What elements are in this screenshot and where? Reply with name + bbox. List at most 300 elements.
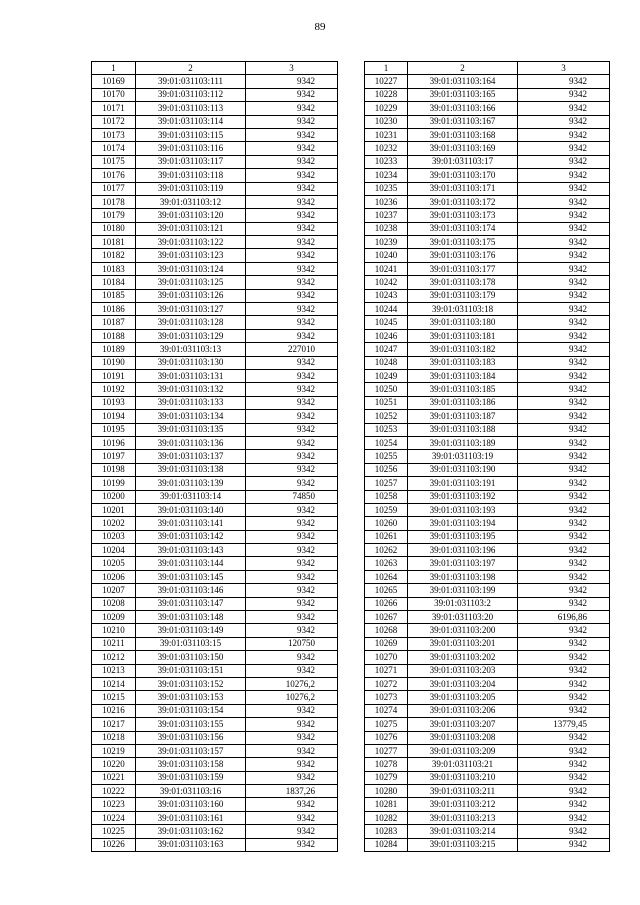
cadastral-number-cell: 39:01:031103:20	[408, 611, 518, 624]
table-row	[365, 677, 610, 690]
cadastral-number-cell: 39:01:031103:215	[408, 838, 518, 851]
table-row	[92, 222, 338, 235]
value-cell: 9342	[246, 423, 338, 436]
value-cell: 9342	[246, 463, 338, 476]
table-row	[365, 75, 610, 88]
column-header-1: 1	[365, 62, 408, 75]
table-row	[365, 343, 610, 356]
table-row	[92, 691, 338, 704]
table-row	[365, 704, 610, 717]
value-cell: 9342	[518, 503, 610, 516]
cadastral-number-cell: 39:01:031103:207	[408, 718, 518, 731]
value-cell: 9342	[518, 570, 610, 583]
row-number-cell: 10208	[92, 597, 136, 610]
value-cell: 9342	[246, 436, 338, 449]
cadastral-number-cell: 39:01:031103:2	[408, 597, 518, 610]
table-row	[365, 758, 610, 771]
row-number-cell: 10224	[92, 811, 136, 824]
value-cell: 9342	[518, 463, 610, 476]
table-row	[92, 624, 338, 637]
value-cell: 9342	[518, 262, 610, 275]
cadastral-number-cell: 39:01:031103:111	[136, 75, 246, 88]
value-cell: 9342	[518, 557, 610, 570]
table-row	[365, 570, 610, 583]
table-row	[365, 329, 610, 342]
row-number-cell: 10216	[92, 704, 136, 717]
table-row	[92, 276, 338, 289]
cadastral-number-cell: 39:01:031103:156	[136, 731, 246, 744]
cadastral-number-cell: 39:01:031103:138	[136, 463, 246, 476]
cadastral-number-cell: 39:01:031103:124	[136, 262, 246, 275]
column-header-2: 2	[136, 62, 246, 75]
row-number-cell: 10171	[92, 102, 136, 115]
row-number-cell: 10176	[92, 169, 136, 182]
cadastral-number-cell: 39:01:031103:15	[136, 637, 246, 650]
table-row	[365, 396, 610, 409]
column-header-2: 2	[408, 62, 518, 75]
row-number-cell: 10258	[365, 490, 408, 503]
value-cell: 9342	[246, 75, 338, 88]
value-cell: 9342	[246, 611, 338, 624]
value-cell: 9342	[518, 477, 610, 490]
table-row	[365, 731, 610, 744]
value-cell: 9342	[518, 785, 610, 798]
table-row	[92, 102, 338, 115]
table-row	[365, 557, 610, 570]
column-header-3: 3	[246, 62, 338, 75]
row-number-cell: 10173	[92, 128, 136, 141]
value-cell: 9342	[246, 396, 338, 409]
value-cell: 9342	[518, 490, 610, 503]
value-cell: 9342	[246, 704, 338, 717]
row-number-cell: 10195	[92, 423, 136, 436]
cadastral-number-cell: 39:01:031103:140	[136, 503, 246, 516]
value-cell: 9342	[518, 731, 610, 744]
cadastral-number-cell: 39:01:031103:200	[408, 624, 518, 637]
cadastral-number-cell: 39:01:031103:187	[408, 410, 518, 423]
cadastral-number-cell: 39:01:031103:209	[408, 744, 518, 757]
cadastral-number-cell: 39:01:031103:119	[136, 182, 246, 195]
cadastral-number-cell: 39:01:031103:149	[136, 624, 246, 637]
value-cell: 9342	[246, 557, 338, 570]
row-number-cell: 10271	[365, 664, 408, 677]
value-cell: 120750	[246, 637, 338, 650]
table-row	[365, 169, 610, 182]
cadastral-number-cell: 39:01:031103:112	[136, 88, 246, 101]
cadastral-number-cell: 39:01:031103:127	[136, 303, 246, 316]
cadastral-number-cell: 39:01:031103:14	[136, 490, 246, 503]
table-row	[365, 316, 610, 329]
cadastral-number-cell: 39:01:031103:148	[136, 611, 246, 624]
row-number-cell: 10197	[92, 450, 136, 463]
value-cell: 9342	[246, 369, 338, 382]
value-cell: 9342	[518, 75, 610, 88]
value-cell: 9342	[246, 155, 338, 168]
table-row	[365, 825, 610, 838]
table-right	[364, 61, 610, 852]
row-number-cell: 10278	[365, 758, 408, 771]
row-number-cell: 10233	[365, 155, 408, 168]
cadastral-number-cell: 39:01:031103:194	[408, 517, 518, 530]
value-cell: 9342	[518, 316, 610, 329]
value-cell: 74850	[246, 490, 338, 503]
cadastral-number-cell: 39:01:031103:188	[408, 423, 518, 436]
row-number-cell: 10170	[92, 88, 136, 101]
table-row	[92, 369, 338, 382]
row-number-cell: 10248	[365, 356, 408, 369]
row-number-cell: 10203	[92, 530, 136, 543]
value-cell: 9342	[518, 369, 610, 382]
value-cell: 10276,2	[246, 691, 338, 704]
value-cell: 9342	[246, 262, 338, 275]
row-number-cell: 10255	[365, 450, 408, 463]
cadastral-number-cell: 39:01:031103:114	[136, 115, 246, 128]
value-cell: 9342	[518, 744, 610, 757]
table-row	[365, 530, 610, 543]
table-row	[92, 249, 338, 262]
row-number-cell: 10214	[92, 677, 136, 690]
row-number-cell: 10245	[365, 316, 408, 329]
table-row	[365, 544, 610, 557]
value-cell: 9342	[246, 450, 338, 463]
table-row	[92, 343, 338, 356]
table-row	[92, 785, 338, 798]
table-row	[365, 436, 610, 449]
table-row	[92, 651, 338, 664]
row-number-cell: 10225	[92, 825, 136, 838]
table-row	[92, 182, 338, 195]
row-number-cell: 10191	[92, 369, 136, 382]
row-number-cell: 10257	[365, 477, 408, 490]
row-number-cell: 10284	[365, 838, 408, 851]
cadastral-number-cell: 39:01:031103:17	[408, 155, 518, 168]
value-cell: 9342	[246, 329, 338, 342]
row-number-cell: 10269	[365, 637, 408, 650]
table-row	[92, 236, 338, 249]
table-row	[365, 718, 610, 731]
table-row	[92, 383, 338, 396]
table-row	[92, 303, 338, 316]
row-number-cell: 10222	[92, 785, 136, 798]
table-row	[92, 718, 338, 731]
cadastral-number-cell: 39:01:031103:211	[408, 785, 518, 798]
cadastral-number-cell: 39:01:031103:123	[136, 249, 246, 262]
row-number-cell: 10226	[92, 838, 136, 851]
cadastral-number-cell: 39:01:031103:171	[408, 182, 518, 195]
table-row	[92, 75, 338, 88]
value-cell: 9342	[246, 825, 338, 838]
table-row	[365, 236, 610, 249]
value-cell: 9342	[518, 664, 610, 677]
value-cell: 9342	[518, 343, 610, 356]
row-number-cell: 10184	[92, 276, 136, 289]
table-row	[92, 557, 338, 570]
table-row	[365, 798, 610, 811]
row-number-cell: 10189	[92, 343, 136, 356]
cadastral-number-cell: 39:01:031103:18	[408, 303, 518, 316]
value-cell: 9342	[518, 222, 610, 235]
table-row	[365, 517, 610, 530]
value-cell: 9342	[246, 570, 338, 583]
row-number-cell: 10275	[365, 718, 408, 731]
cadastral-number-cell: 39:01:031103:177	[408, 262, 518, 275]
cadastral-number-cell: 39:01:031103:206	[408, 704, 518, 717]
value-cell: 9342	[518, 530, 610, 543]
table-row	[365, 477, 610, 490]
value-cell: 9342	[246, 584, 338, 597]
table-row	[92, 517, 338, 530]
table-header-row	[92, 62, 338, 75]
row-number-cell: 10260	[365, 517, 408, 530]
value-cell: 9342	[518, 637, 610, 650]
cadastral-number-cell: 39:01:031103:143	[136, 544, 246, 557]
value-cell: 9342	[246, 303, 338, 316]
row-number-cell: 10187	[92, 316, 136, 329]
row-number-cell: 10234	[365, 169, 408, 182]
value-cell: 9342	[246, 651, 338, 664]
row-number-cell: 10201	[92, 503, 136, 516]
cadastral-number-cell: 39:01:031103:186	[408, 396, 518, 409]
table-row	[365, 651, 610, 664]
value-cell: 9342	[246, 544, 338, 557]
cadastral-number-cell: 39:01:031103:12	[136, 195, 246, 208]
value-cell: 9342	[246, 383, 338, 396]
table-row	[92, 811, 338, 824]
cadastral-number-cell: 39:01:031103:129	[136, 329, 246, 342]
row-number-cell: 10235	[365, 182, 408, 195]
row-number-cell: 10270	[365, 651, 408, 664]
table-row	[365, 811, 610, 824]
page-number: 89	[314, 21, 326, 33]
value-cell: 9342	[246, 236, 338, 249]
cadastral-number-cell: 39:01:031103:146	[136, 584, 246, 597]
cadastral-number-cell: 39:01:031103:212	[408, 798, 518, 811]
cadastral-number-cell: 39:01:031103:130	[136, 356, 246, 369]
cadastral-number-cell: 39:01:031103:159	[136, 771, 246, 784]
cadastral-number-cell: 39:01:031103:197	[408, 557, 518, 570]
cadastral-number-cell: 39:01:031103:185	[408, 383, 518, 396]
row-number-cell: 10172	[92, 115, 136, 128]
cadastral-number-cell: 39:01:031103:118	[136, 169, 246, 182]
cadastral-number-cell: 39:01:031103:136	[136, 436, 246, 449]
table-row	[365, 209, 610, 222]
table-row	[365, 88, 610, 101]
value-cell: 9342	[518, 544, 610, 557]
table-row	[365, 222, 610, 235]
row-number-cell: 10259	[365, 503, 408, 516]
table-row	[92, 450, 338, 463]
row-number-cell: 10236	[365, 195, 408, 208]
cadastral-number-cell: 39:01:031103:145	[136, 570, 246, 583]
value-cell: 9342	[246, 477, 338, 490]
value-cell: 9342	[518, 423, 610, 436]
table-row	[365, 611, 610, 624]
row-number-cell: 10277	[365, 744, 408, 757]
cadastral-number-cell: 39:01:031103:172	[408, 195, 518, 208]
table-row	[365, 303, 610, 316]
cadastral-number-cell: 39:01:031103:178	[408, 276, 518, 289]
value-cell: 9342	[246, 517, 338, 530]
table-row	[365, 128, 610, 141]
row-number-cell: 10199	[92, 477, 136, 490]
table-row	[365, 785, 610, 798]
table-row	[92, 88, 338, 101]
row-number-cell: 10220	[92, 758, 136, 771]
value-cell: 9342	[518, 383, 610, 396]
table-row	[365, 276, 610, 289]
table-row	[92, 115, 338, 128]
cadastral-number-cell: 39:01:031103:128	[136, 316, 246, 329]
cadastral-number-cell: 39:01:031103:184	[408, 369, 518, 382]
cadastral-number-cell: 39:01:031103:153	[136, 691, 246, 704]
row-number-cell: 10244	[365, 303, 408, 316]
value-cell: 9342	[246, 798, 338, 811]
value-cell: 9342	[518, 691, 610, 704]
value-cell: 9342	[246, 718, 338, 731]
cadastral-number-cell: 39:01:031103:165	[408, 88, 518, 101]
table-row	[92, 195, 338, 208]
cadastral-number-cell: 39:01:031103:195	[408, 530, 518, 543]
value-cell: 9342	[246, 664, 338, 677]
row-number-cell: 10242	[365, 276, 408, 289]
value-cell: 9342	[246, 316, 338, 329]
row-number-cell: 10254	[365, 436, 408, 449]
value-cell: 9342	[518, 289, 610, 302]
value-cell: 9342	[518, 677, 610, 690]
row-number-cell: 10219	[92, 744, 136, 757]
row-number-cell: 10210	[92, 624, 136, 637]
cadastral-number-cell: 39:01:031103:161	[136, 811, 246, 824]
table-row	[92, 584, 338, 597]
table-row	[92, 436, 338, 449]
table-row	[92, 463, 338, 476]
cadastral-number-cell: 39:01:031103:176	[408, 249, 518, 262]
table-row	[365, 356, 610, 369]
value-cell: 9342	[246, 169, 338, 182]
row-number-cell: 10238	[365, 222, 408, 235]
row-number-cell: 10190	[92, 356, 136, 369]
value-cell: 9342	[518, 169, 610, 182]
value-cell: 9342	[246, 597, 338, 610]
value-cell: 9342	[246, 88, 338, 101]
table-row	[92, 316, 338, 329]
value-cell: 9342	[518, 450, 610, 463]
table-row	[365, 503, 610, 516]
cadastral-number-cell: 39:01:031103:166	[408, 102, 518, 115]
cadastral-number-cell: 39:01:031103:208	[408, 731, 518, 744]
row-number-cell: 10196	[92, 436, 136, 449]
cadastral-number-cell: 39:01:031103:120	[136, 209, 246, 222]
table-row	[365, 450, 610, 463]
table-row	[92, 570, 338, 583]
value-cell: 9342	[518, 102, 610, 115]
value-cell: 9342	[518, 396, 610, 409]
table-row	[92, 597, 338, 610]
table-row	[365, 383, 610, 396]
row-number-cell: 10268	[365, 624, 408, 637]
table-row	[92, 142, 338, 155]
row-number-cell: 10253	[365, 423, 408, 436]
row-number-cell: 10183	[92, 262, 136, 275]
cadastral-number-cell: 39:01:031103:201	[408, 637, 518, 650]
value-cell: 9342	[518, 798, 610, 811]
table-row	[92, 825, 338, 838]
value-cell: 9342	[246, 356, 338, 369]
value-cell: 9342	[518, 209, 610, 222]
cadastral-number-cell: 39:01:031103:117	[136, 155, 246, 168]
value-cell: 9342	[518, 410, 610, 423]
row-number-cell: 10232	[365, 142, 408, 155]
table-row	[365, 584, 610, 597]
row-number-cell: 10283	[365, 825, 408, 838]
row-number-cell: 10243	[365, 289, 408, 302]
cadastral-number-cell: 39:01:031103:151	[136, 664, 246, 677]
value-cell: 9342	[246, 222, 338, 235]
row-number-cell: 10215	[92, 691, 136, 704]
table-row	[92, 731, 338, 744]
table-row	[365, 744, 610, 757]
row-number-cell: 10180	[92, 222, 136, 235]
table-row	[365, 102, 610, 115]
row-number-cell: 10266	[365, 597, 408, 610]
table-row	[365, 771, 610, 784]
value-cell: 9342	[518, 128, 610, 141]
cadastral-number-cell: 39:01:031103:122	[136, 236, 246, 249]
cadastral-number-cell: 39:01:031103:203	[408, 664, 518, 677]
row-number-cell: 10202	[92, 517, 136, 530]
cadastral-number-cell: 39:01:031103:155	[136, 718, 246, 731]
value-cell: 9342	[518, 704, 610, 717]
cadastral-number-cell: 39:01:031103:214	[408, 825, 518, 838]
table-row	[365, 691, 610, 704]
value-cell: 9342	[518, 303, 610, 316]
table-row	[92, 704, 338, 717]
row-number-cell: 10181	[92, 236, 136, 249]
table-row	[92, 356, 338, 369]
cadastral-number-cell: 39:01:031103:205	[408, 691, 518, 704]
row-number-cell: 10272	[365, 677, 408, 690]
cadastral-number-cell: 39:01:031103:204	[408, 677, 518, 690]
table-row	[92, 396, 338, 409]
cadastral-number-cell: 39:01:031103:126	[136, 289, 246, 302]
row-number-cell: 10276	[365, 731, 408, 744]
table-row	[92, 329, 338, 342]
row-number-cell: 10240	[365, 249, 408, 262]
cadastral-number-cell: 39:01:031103:139	[136, 477, 246, 490]
row-number-cell: 10281	[365, 798, 408, 811]
row-number-cell: 10186	[92, 303, 136, 316]
table-row	[365, 369, 610, 382]
table-row	[92, 838, 338, 851]
row-number-cell: 10261	[365, 530, 408, 543]
value-cell: 9342	[246, 249, 338, 262]
cadastral-number-cell: 39:01:031103:183	[408, 356, 518, 369]
table-row	[365, 182, 610, 195]
table-row	[92, 664, 338, 677]
value-cell: 9342	[246, 289, 338, 302]
row-number-cell: 10249	[365, 369, 408, 382]
table-row	[365, 423, 610, 436]
table-row	[365, 838, 610, 851]
row-number-cell: 10263	[365, 557, 408, 570]
cadastral-number-cell: 39:01:031103:147	[136, 597, 246, 610]
value-cell: 9342	[518, 155, 610, 168]
table-row	[365, 289, 610, 302]
value-cell: 9342	[518, 771, 610, 784]
value-cell: 9342	[518, 517, 610, 530]
value-cell: 9342	[246, 209, 338, 222]
cadastral-number-cell: 39:01:031103:133	[136, 396, 246, 409]
